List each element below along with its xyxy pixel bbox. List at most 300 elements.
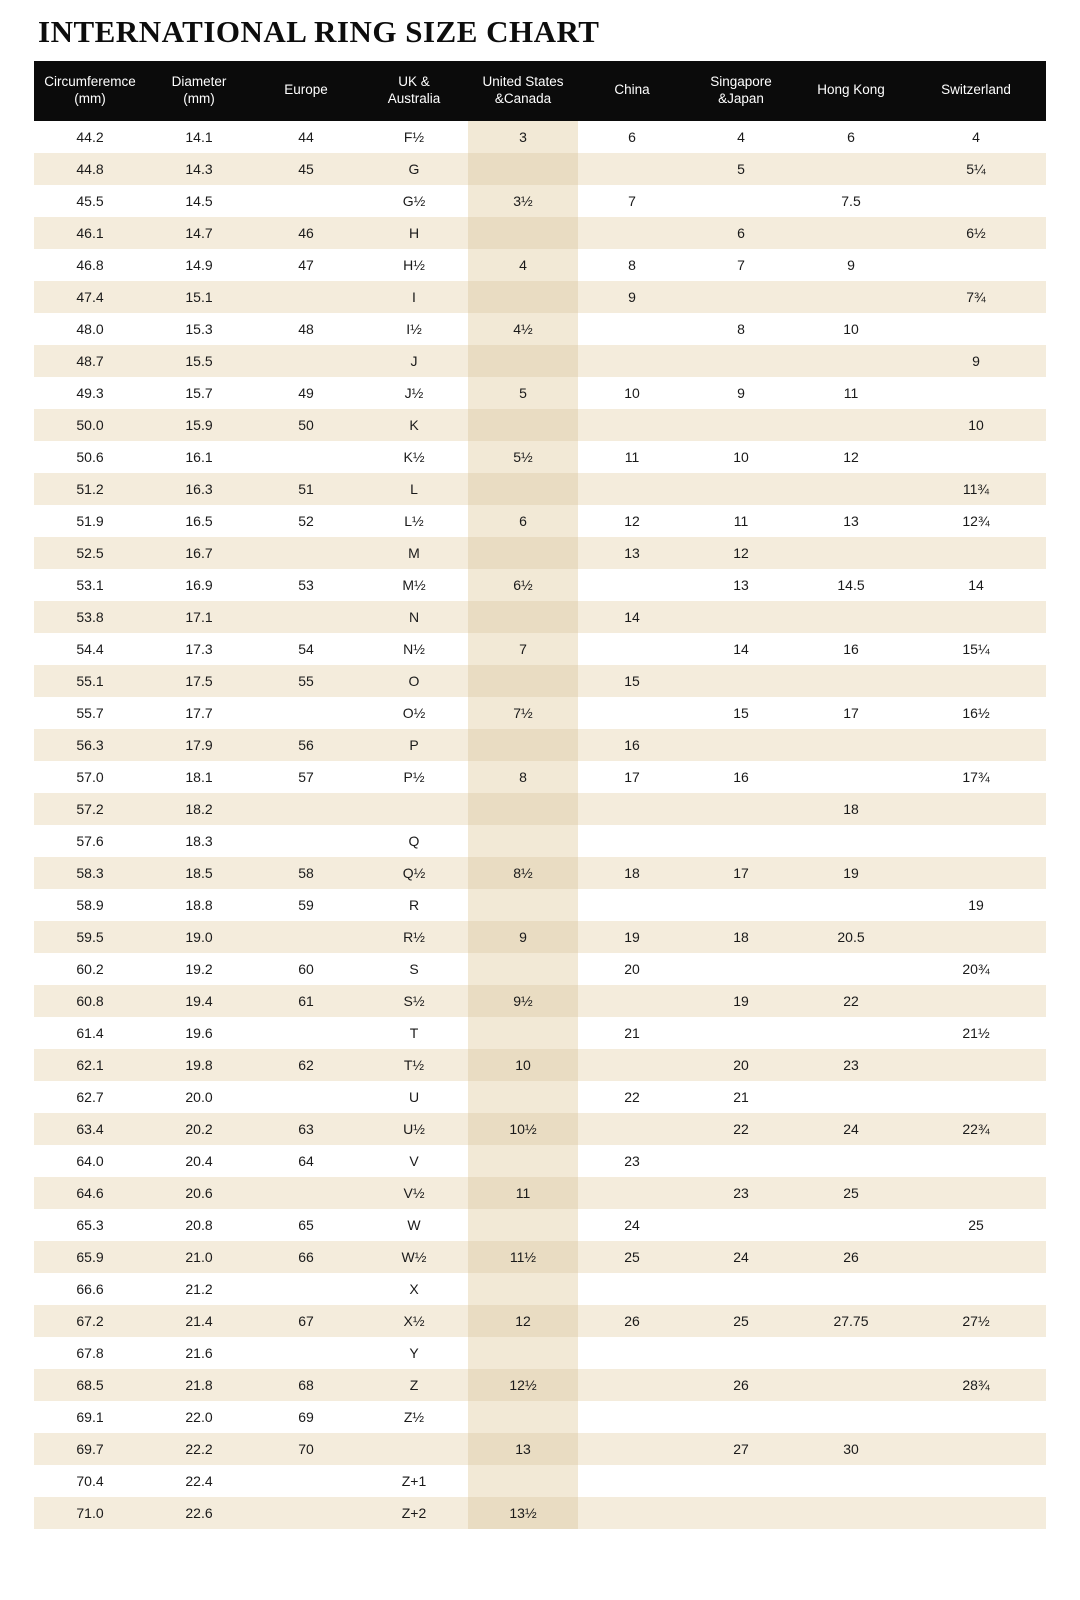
cell-uk-australia: P½ bbox=[360, 761, 468, 793]
cell-singapore-japan bbox=[686, 281, 796, 313]
cell-uk-australia: U bbox=[360, 1081, 468, 1113]
table-row bbox=[34, 153, 1046, 185]
cell-singapore-japan: 20 bbox=[686, 1049, 796, 1081]
cell-switzerland bbox=[906, 1145, 1046, 1177]
cell-united-states-canada: 4 bbox=[468, 249, 578, 281]
cell-china bbox=[578, 633, 686, 665]
cell-europe bbox=[252, 825, 360, 857]
column-header-line-1: Europe bbox=[284, 82, 328, 98]
cell-china: 14 bbox=[578, 601, 686, 633]
cell-united-states-canada: 8 bbox=[468, 761, 578, 793]
column-header-line-1: China bbox=[614, 82, 650, 98]
cell-uk-australia: Q½ bbox=[360, 857, 468, 889]
cell-china bbox=[578, 153, 686, 185]
cell-hong-kong bbox=[796, 1273, 906, 1305]
cell-china bbox=[578, 1465, 686, 1497]
cell-circumference: 58.3 bbox=[34, 857, 146, 889]
cell-switzerland: 7¾ bbox=[906, 281, 1046, 313]
table-row bbox=[34, 281, 1046, 313]
cell-hong-kong: 25 bbox=[796, 1177, 906, 1209]
cell-switzerland bbox=[906, 729, 1046, 761]
column-header-switzerland bbox=[906, 61, 1046, 121]
cell-uk-australia: L½ bbox=[360, 505, 468, 537]
table-row bbox=[34, 1401, 1046, 1433]
cell-hong-kong bbox=[796, 473, 906, 505]
cell-singapore-japan bbox=[686, 1401, 796, 1433]
cell-diameter: 22.0 bbox=[146, 1401, 252, 1433]
cell-europe: 49 bbox=[252, 377, 360, 409]
cell-europe: 61 bbox=[252, 985, 360, 1017]
table-row bbox=[34, 1433, 1046, 1465]
cell-china bbox=[578, 1049, 686, 1081]
cell-china: 11 bbox=[578, 441, 686, 473]
cell-china bbox=[578, 1497, 686, 1529]
cell-united-states-canada bbox=[468, 1401, 578, 1433]
cell-china: 18 bbox=[578, 857, 686, 889]
cell-diameter: 15.9 bbox=[146, 409, 252, 441]
cell-hong-kong bbox=[796, 601, 906, 633]
cell-europe: 65 bbox=[252, 1209, 360, 1241]
cell-diameter: 15.5 bbox=[146, 345, 252, 377]
column-header-line-1: United States bbox=[482, 73, 564, 89]
cell-circumference: 45.5 bbox=[34, 185, 146, 217]
cell-china: 19 bbox=[578, 921, 686, 953]
cell-hong-kong: 24 bbox=[796, 1113, 906, 1145]
cell-china: 23 bbox=[578, 1145, 686, 1177]
cell-circumference: 57.2 bbox=[34, 793, 146, 825]
cell-switzerland: 19 bbox=[906, 889, 1046, 921]
cell-diameter: 16.7 bbox=[146, 537, 252, 569]
cell-hong-kong: 13 bbox=[796, 505, 906, 537]
cell-circumference: 50.6 bbox=[34, 441, 146, 473]
cell-united-states-canada: 13 bbox=[468, 1433, 578, 1465]
cell-circumference: 46.8 bbox=[34, 249, 146, 281]
cell-switzerland bbox=[906, 1049, 1046, 1081]
cell-united-states-canada bbox=[468, 1273, 578, 1305]
cell-circumference: 49.3 bbox=[34, 377, 146, 409]
cell-europe bbox=[252, 345, 360, 377]
cell-united-states-canada bbox=[468, 281, 578, 313]
cell-china: 10 bbox=[578, 377, 686, 409]
cell-united-states-canada bbox=[468, 1081, 578, 1113]
cell-hong-kong: 27.75 bbox=[796, 1305, 906, 1337]
cell-diameter: 18.3 bbox=[146, 825, 252, 857]
cell-united-states-canada: 3 bbox=[468, 121, 578, 153]
cell-hong-kong bbox=[796, 1497, 906, 1529]
column-header-line-2: Australia bbox=[387, 90, 441, 106]
cell-singapore-japan bbox=[686, 1497, 796, 1529]
cell-singapore-japan bbox=[686, 825, 796, 857]
cell-uk-australia: Z½ bbox=[360, 1401, 468, 1433]
cell-uk-australia: K bbox=[360, 409, 468, 441]
cell-diameter: 18.2 bbox=[146, 793, 252, 825]
cell-diameter: 14.7 bbox=[146, 217, 252, 249]
cell-europe: 70 bbox=[252, 1433, 360, 1465]
table-row bbox=[34, 441, 1046, 473]
cell-switzerland bbox=[906, 985, 1046, 1017]
cell-circumference: 47.4 bbox=[34, 281, 146, 313]
cell-europe bbox=[252, 921, 360, 953]
cell-europe: 60 bbox=[252, 953, 360, 985]
cell-europe: 58 bbox=[252, 857, 360, 889]
cell-china bbox=[578, 889, 686, 921]
cell-uk-australia: H½ bbox=[360, 249, 468, 281]
cell-singapore-japan: 26 bbox=[686, 1369, 796, 1401]
cell-switzerland bbox=[906, 1497, 1046, 1529]
cell-china bbox=[578, 1337, 686, 1369]
cell-circumference: 71.0 bbox=[34, 1497, 146, 1529]
cell-uk-australia: W bbox=[360, 1209, 468, 1241]
cell-europe: 63 bbox=[252, 1113, 360, 1145]
cell-uk-australia: O½ bbox=[360, 697, 468, 729]
cell-europe: 59 bbox=[252, 889, 360, 921]
cell-switzerland bbox=[906, 1241, 1046, 1273]
column-header-line-1: Switzerland bbox=[941, 82, 1011, 98]
cell-china bbox=[578, 473, 686, 505]
column-header-line-1: Diameter bbox=[171, 73, 227, 89]
cell-united-states-canada: 5 bbox=[468, 377, 578, 409]
cell-singapore-japan: 19 bbox=[686, 985, 796, 1017]
cell-united-states-canada: 10½ bbox=[468, 1113, 578, 1145]
cell-singapore-japan bbox=[686, 185, 796, 217]
cell-circumference: 58.9 bbox=[34, 889, 146, 921]
cell-hong-kong bbox=[796, 665, 906, 697]
cell-china bbox=[578, 1433, 686, 1465]
cell-hong-kong bbox=[796, 281, 906, 313]
table-row bbox=[34, 1145, 1046, 1177]
cell-switzerland bbox=[906, 1465, 1046, 1497]
cell-china: 13 bbox=[578, 537, 686, 569]
column-header-line-1: Circumferemce bbox=[44, 73, 136, 89]
cell-singapore-japan: 27 bbox=[686, 1433, 796, 1465]
cell-united-states-canada: 5½ bbox=[468, 441, 578, 473]
cell-diameter: 19.6 bbox=[146, 1017, 252, 1049]
cell-diameter: 17.1 bbox=[146, 601, 252, 633]
cell-switzerland bbox=[906, 601, 1046, 633]
cell-circumference: 63.4 bbox=[34, 1113, 146, 1145]
cell-uk-australia: K½ bbox=[360, 441, 468, 473]
cell-circumference: 65.3 bbox=[34, 1209, 146, 1241]
cell-hong-kong bbox=[796, 217, 906, 249]
cell-europe: 54 bbox=[252, 633, 360, 665]
cell-europe: 53 bbox=[252, 569, 360, 601]
cell-united-states-canada: 6½ bbox=[468, 569, 578, 601]
table-row bbox=[34, 1273, 1046, 1305]
cell-europe: 55 bbox=[252, 665, 360, 697]
cell-uk-australia: M bbox=[360, 537, 468, 569]
cell-europe: 57 bbox=[252, 761, 360, 793]
column-header-uk-australia bbox=[360, 61, 468, 121]
cell-china: 16 bbox=[578, 729, 686, 761]
cell-singapore-japan bbox=[686, 601, 796, 633]
table-row bbox=[34, 569, 1046, 601]
cell-china bbox=[578, 1113, 686, 1145]
cell-europe: 64 bbox=[252, 1145, 360, 1177]
cell-china: 20 bbox=[578, 953, 686, 985]
cell-united-states-canada: 10 bbox=[468, 1049, 578, 1081]
cell-switzerland: 10 bbox=[906, 409, 1046, 441]
page-title: INTERNATIONAL RING SIZE CHART bbox=[38, 14, 600, 49]
table-header bbox=[34, 61, 1046, 121]
cell-uk-australia: F½ bbox=[360, 121, 468, 153]
cell-united-states-canada: 6 bbox=[468, 505, 578, 537]
cell-uk-australia: V bbox=[360, 1145, 468, 1177]
cell-switzerland bbox=[906, 1081, 1046, 1113]
cell-switzerland: 14 bbox=[906, 569, 1046, 601]
cell-singapore-japan bbox=[686, 729, 796, 761]
cell-singapore-japan: 12 bbox=[686, 537, 796, 569]
cell-switzerland bbox=[906, 1401, 1046, 1433]
column-header-line-2: &Japan bbox=[718, 90, 764, 106]
cell-uk-australia bbox=[360, 1433, 468, 1465]
cell-china bbox=[578, 1369, 686, 1401]
cell-uk-australia: H bbox=[360, 217, 468, 249]
cell-singapore-japan: 15 bbox=[686, 697, 796, 729]
cell-diameter: 20.6 bbox=[146, 1177, 252, 1209]
cell-diameter: 20.4 bbox=[146, 1145, 252, 1177]
column-header-europe bbox=[252, 61, 360, 121]
cell-diameter: 17.3 bbox=[146, 633, 252, 665]
cell-singapore-japan: 8 bbox=[686, 313, 796, 345]
cell-switzerland: 9 bbox=[906, 345, 1046, 377]
cell-hong-kong: 6 bbox=[796, 121, 906, 153]
cell-switzerland: 21½ bbox=[906, 1017, 1046, 1049]
cell-united-states-canada bbox=[468, 825, 578, 857]
cell-china bbox=[578, 217, 686, 249]
cell-uk-australia: T bbox=[360, 1017, 468, 1049]
table-row bbox=[34, 697, 1046, 729]
cell-hong-kong: 18 bbox=[796, 793, 906, 825]
cell-diameter: 18.1 bbox=[146, 761, 252, 793]
cell-singapore-japan: 16 bbox=[686, 761, 796, 793]
cell-circumference: 50.0 bbox=[34, 409, 146, 441]
cell-singapore-japan: 5 bbox=[686, 153, 796, 185]
cell-united-states-canada: 11½ bbox=[468, 1241, 578, 1273]
cell-singapore-japan: 17 bbox=[686, 857, 796, 889]
cell-hong-kong bbox=[796, 729, 906, 761]
cell-diameter: 14.9 bbox=[146, 249, 252, 281]
table-body bbox=[34, 121, 1046, 1529]
table-row bbox=[34, 825, 1046, 857]
cell-switzerland: 11¾ bbox=[906, 473, 1046, 505]
cell-hong-kong bbox=[796, 889, 906, 921]
cell-circumference: 48.0 bbox=[34, 313, 146, 345]
cell-united-states-canada: 4½ bbox=[468, 313, 578, 345]
cell-diameter: 19.0 bbox=[146, 921, 252, 953]
cell-singapore-japan: 23 bbox=[686, 1177, 796, 1209]
cell-china bbox=[578, 1401, 686, 1433]
cell-united-states-canada bbox=[468, 217, 578, 249]
cell-europe: 45 bbox=[252, 153, 360, 185]
cell-china: 21 bbox=[578, 1017, 686, 1049]
cell-singapore-japan: 10 bbox=[686, 441, 796, 473]
cell-singapore-japan bbox=[686, 665, 796, 697]
cell-singapore-japan bbox=[686, 1273, 796, 1305]
cell-circumference: 62.1 bbox=[34, 1049, 146, 1081]
cell-singapore-japan: 11 bbox=[686, 505, 796, 537]
cell-switzerland: 22¾ bbox=[906, 1113, 1046, 1145]
cell-switzerland: 27½ bbox=[906, 1305, 1046, 1337]
table-row bbox=[34, 1209, 1046, 1241]
cell-circumference: 54.4 bbox=[34, 633, 146, 665]
cell-switzerland bbox=[906, 857, 1046, 889]
cell-china bbox=[578, 825, 686, 857]
cell-united-states-canada bbox=[468, 1465, 578, 1497]
cell-uk-australia: I bbox=[360, 281, 468, 313]
cell-diameter: 22.2 bbox=[146, 1433, 252, 1465]
cell-diameter: 16.9 bbox=[146, 569, 252, 601]
cell-circumference: 67.8 bbox=[34, 1337, 146, 1369]
table-row bbox=[34, 1497, 1046, 1529]
cell-diameter: 15.7 bbox=[146, 377, 252, 409]
cell-europe bbox=[252, 1177, 360, 1209]
cell-singapore-japan bbox=[686, 1209, 796, 1241]
ring-size-table bbox=[34, 61, 1046, 1529]
table-row bbox=[34, 857, 1046, 889]
cell-singapore-japan bbox=[686, 345, 796, 377]
cell-singapore-japan: 4 bbox=[686, 121, 796, 153]
table-row bbox=[34, 665, 1046, 697]
cell-switzerland: 6½ bbox=[906, 217, 1046, 249]
cell-uk-australia: R½ bbox=[360, 921, 468, 953]
cell-singapore-japan bbox=[686, 793, 796, 825]
cell-uk-australia: W½ bbox=[360, 1241, 468, 1273]
table-row bbox=[34, 1241, 1046, 1273]
column-header-circumference bbox=[34, 61, 146, 121]
cell-diameter: 14.3 bbox=[146, 153, 252, 185]
cell-singapore-japan: 25 bbox=[686, 1305, 796, 1337]
cell-singapore-japan bbox=[686, 1145, 796, 1177]
cell-circumference: 57.0 bbox=[34, 761, 146, 793]
table-row bbox=[34, 217, 1046, 249]
table-row bbox=[34, 185, 1046, 217]
cell-united-states-canada bbox=[468, 953, 578, 985]
cell-united-states-canada: 8½ bbox=[468, 857, 578, 889]
table-row bbox=[34, 1017, 1046, 1049]
cell-diameter: 21.2 bbox=[146, 1273, 252, 1305]
table-row bbox=[34, 889, 1046, 921]
cell-europe: 46 bbox=[252, 217, 360, 249]
cell-uk-australia: Y bbox=[360, 1337, 468, 1369]
cell-switzerland bbox=[906, 1433, 1046, 1465]
cell-circumference: 52.5 bbox=[34, 537, 146, 569]
cell-china bbox=[578, 569, 686, 601]
cell-china: 17 bbox=[578, 761, 686, 793]
cell-europe bbox=[252, 281, 360, 313]
cell-switzerland: 4 bbox=[906, 121, 1046, 153]
cell-europe: 67 bbox=[252, 1305, 360, 1337]
cell-switzerland bbox=[906, 249, 1046, 281]
cell-diameter: 19.2 bbox=[146, 953, 252, 985]
cell-united-states-canada bbox=[468, 153, 578, 185]
cell-switzerland bbox=[906, 665, 1046, 697]
cell-uk-australia: P bbox=[360, 729, 468, 761]
cell-uk-australia: R bbox=[360, 889, 468, 921]
cell-circumference: 53.8 bbox=[34, 601, 146, 633]
cell-switzerland bbox=[906, 1177, 1046, 1209]
table-row bbox=[34, 505, 1046, 537]
cell-diameter: 22.4 bbox=[146, 1465, 252, 1497]
cell-united-states-canada: 9 bbox=[468, 921, 578, 953]
cell-hong-kong bbox=[796, 409, 906, 441]
cell-singapore-japan bbox=[686, 409, 796, 441]
cell-singapore-japan: 22 bbox=[686, 1113, 796, 1145]
cell-uk-australia: J½ bbox=[360, 377, 468, 409]
cell-united-states-canada bbox=[468, 537, 578, 569]
cell-hong-kong bbox=[796, 761, 906, 793]
cell-uk-australia: Q bbox=[360, 825, 468, 857]
table-row bbox=[34, 1113, 1046, 1145]
cell-europe bbox=[252, 1273, 360, 1305]
cell-uk-australia: X½ bbox=[360, 1305, 468, 1337]
cell-diameter: 20.2 bbox=[146, 1113, 252, 1145]
cell-switzerland: 28¾ bbox=[906, 1369, 1046, 1401]
cell-united-states-canada: 12½ bbox=[468, 1369, 578, 1401]
column-header-line-2: (mm) bbox=[183, 90, 215, 106]
cell-singapore-japan bbox=[686, 473, 796, 505]
cell-europe bbox=[252, 1465, 360, 1497]
cell-hong-kong: 12 bbox=[796, 441, 906, 473]
column-header-line-1: UK & bbox=[398, 73, 430, 89]
cell-china bbox=[578, 985, 686, 1017]
table-row bbox=[34, 473, 1046, 505]
cell-europe bbox=[252, 601, 360, 633]
cell-hong-kong: 23 bbox=[796, 1049, 906, 1081]
column-header-singapore-japan bbox=[686, 61, 796, 121]
cell-united-states-canada bbox=[468, 729, 578, 761]
cell-china: 8 bbox=[578, 249, 686, 281]
cell-hong-kong bbox=[796, 1145, 906, 1177]
cell-hong-kong bbox=[796, 1401, 906, 1433]
cell-hong-kong bbox=[796, 537, 906, 569]
cell-europe: 47 bbox=[252, 249, 360, 281]
cell-singapore-japan bbox=[686, 1465, 796, 1497]
cell-switzerland: 16½ bbox=[906, 697, 1046, 729]
column-header-diameter bbox=[146, 61, 252, 121]
cell-singapore-japan bbox=[686, 953, 796, 985]
table-row bbox=[34, 1337, 1046, 1369]
cell-diameter: 21.6 bbox=[146, 1337, 252, 1369]
cell-united-states-canada bbox=[468, 1337, 578, 1369]
cell-hong-kong: 30 bbox=[796, 1433, 906, 1465]
cell-hong-kong bbox=[796, 1465, 906, 1497]
cell-hong-kong: 11 bbox=[796, 377, 906, 409]
cell-uk-australia: N bbox=[360, 601, 468, 633]
cell-uk-australia: X bbox=[360, 1273, 468, 1305]
cell-diameter: 16.5 bbox=[146, 505, 252, 537]
table-row bbox=[34, 793, 1046, 825]
cell-united-states-canada bbox=[468, 889, 578, 921]
cell-diameter: 17.5 bbox=[146, 665, 252, 697]
cell-circumference: 44.2 bbox=[34, 121, 146, 153]
cell-switzerland bbox=[906, 441, 1046, 473]
column-header-line-1: Hong Kong bbox=[817, 82, 885, 98]
cell-uk-australia: S½ bbox=[360, 985, 468, 1017]
cell-uk-australia bbox=[360, 793, 468, 825]
cell-europe bbox=[252, 793, 360, 825]
cell-uk-australia: G bbox=[360, 153, 468, 185]
cell-china: 25 bbox=[578, 1241, 686, 1273]
cell-united-states-canada bbox=[468, 1017, 578, 1049]
table-row bbox=[34, 313, 1046, 345]
cell-switzerland bbox=[906, 537, 1046, 569]
cell-hong-kong bbox=[796, 1209, 906, 1241]
cell-switzerland: 25 bbox=[906, 1209, 1046, 1241]
cell-singapore-japan: 18 bbox=[686, 921, 796, 953]
cell-hong-kong: 17 bbox=[796, 697, 906, 729]
cell-hong-kong: 7.5 bbox=[796, 185, 906, 217]
cell-united-states-canada bbox=[468, 793, 578, 825]
